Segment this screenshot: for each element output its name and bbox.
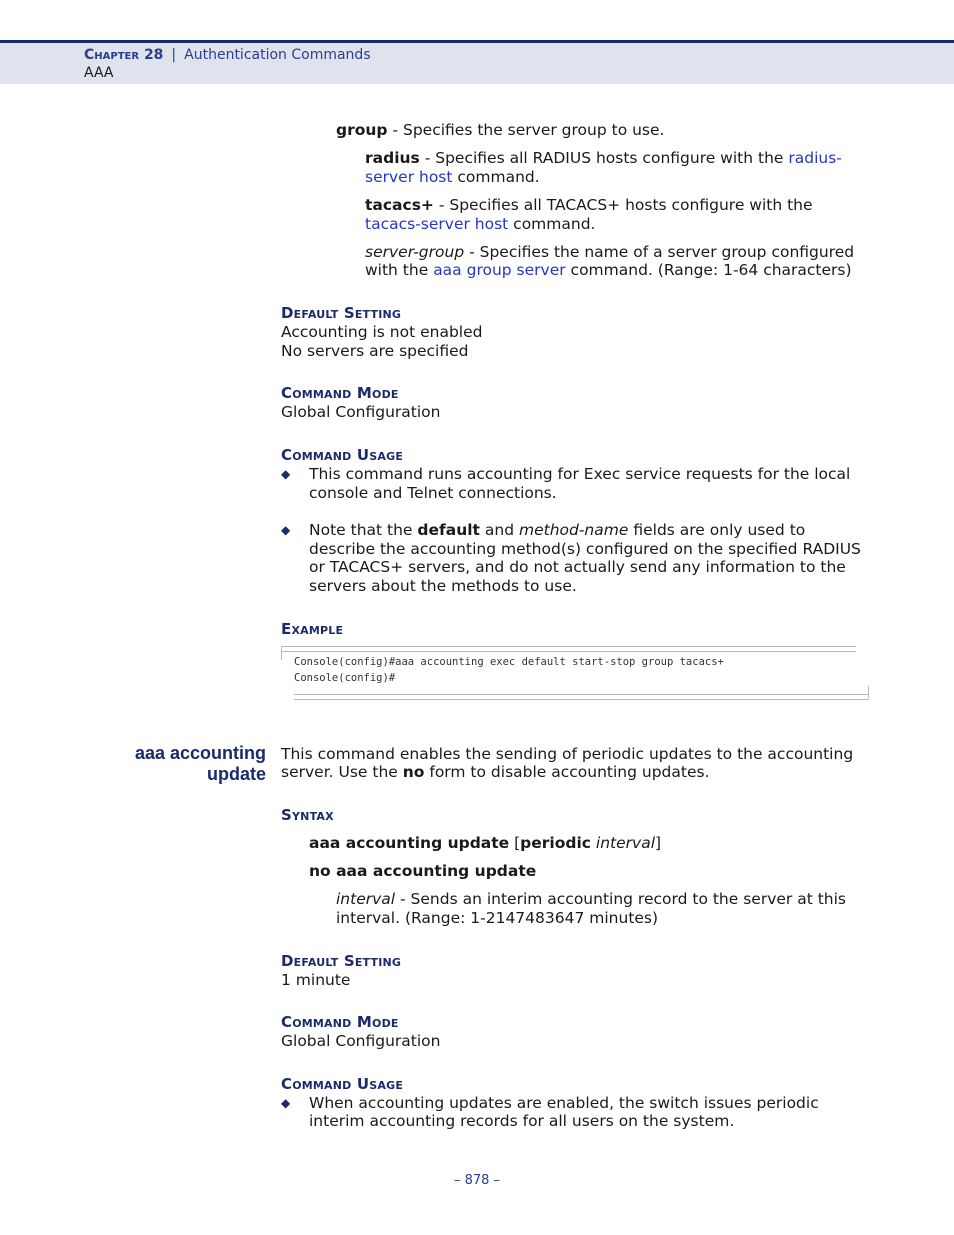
command-mode-heading: Command Mode (281, 1013, 399, 1031)
default-setting-line: Accounting is not enabled (281, 323, 483, 341)
default-setting-line: No servers are specified (281, 342, 469, 360)
text-run: and (479, 521, 519, 539)
code-line: Console(config)# (294, 672, 396, 684)
default-setting-heading: Default Setting (281, 304, 402, 322)
param-text: - Specifies the name of a server group configured (464, 243, 855, 261)
command-title (135, 743, 266, 785)
param-radius (365, 149, 842, 167)
param-tacacs (365, 196, 813, 214)
param-server-group-cont (365, 261, 852, 279)
text-run: Note that the (309, 521, 418, 539)
header-separator: | (171, 47, 177, 63)
text-run-italic: method-name (518, 521, 629, 539)
syntax-heading: Syntax (281, 806, 334, 824)
header-subtitle: AAA (84, 65, 114, 81)
param-term: group (336, 121, 388, 139)
command-title-line: aaa accounting (134, 743, 266, 763)
syntax-line (309, 862, 536, 880)
param-text: - Specifies the server group to use. (387, 121, 665, 139)
command-mode-heading: Command Mode (281, 384, 399, 402)
code-box-border (865, 686, 869, 698)
text-run: ] (655, 834, 662, 852)
bullet-diamond-icon: ◆ (281, 467, 291, 481)
usage-bullet-line: servers about the methods to use. (309, 577, 577, 595)
bullet-diamond-icon: ◆ (281, 1096, 291, 1110)
param-radius-cont (365, 168, 540, 186)
text-run: fields are only used to (628, 521, 806, 539)
code-example-box (281, 646, 869, 700)
command-intro-line: This command enables the sending of periodic updates to the accounting (281, 745, 854, 763)
command-mode-text: Global Configuration (281, 403, 441, 421)
usage-bullet-line: console and Telnet connections. (309, 484, 557, 502)
command-mode-text: Global Configuration (281, 1032, 441, 1050)
param-text: - Specifies all RADIUS hosts configure with the (419, 149, 789, 167)
tacacs-server-host-link[interactable]: tacacs-server host (365, 215, 509, 233)
param-term: radius (365, 149, 420, 167)
param-text: with the (365, 261, 434, 279)
param-term: server-group (365, 243, 465, 261)
radius-server-host-link-cont[interactable]: server host (365, 168, 453, 186)
param-term: interval (336, 890, 396, 908)
param-text: command. (452, 168, 540, 186)
text-run-bold: aaa accounting update (309, 834, 510, 852)
code-line: Console(config)#aaa accounting exec default start-stop group tacacs+ (294, 656, 724, 668)
default-setting-heading: Default Setting (281, 952, 402, 970)
text-run-bold: no aaa accounting update (309, 862, 537, 880)
param-interval-cont: interval. (Range: 1-2147483647 minutes) (336, 909, 659, 927)
usage-bullet-line: interim accounting records for all users on the system. (309, 1112, 735, 1130)
usage-bullet-line (309, 521, 805, 539)
code-box-border (294, 694, 869, 700)
text-run-bold: default (417, 521, 480, 539)
param-term: tacacs+ (365, 196, 434, 214)
aaa-group-server-link[interactable]: aaa group server (433, 261, 566, 279)
param-interval (336, 890, 846, 908)
code-box-border (281, 646, 856, 652)
chapter-title: Authentication Commands (184, 47, 371, 63)
param-server-group (365, 243, 854, 261)
text-run-bold: periodic (520, 834, 591, 852)
param-tacacs-cont (365, 215, 595, 233)
syntax-line (309, 834, 661, 852)
usage-bullet-line: or TACACS+ servers, and do not actually send any information to the (309, 558, 846, 576)
usage-bullet-line: When accounting updates are enabled, the switch issues periodic (309, 1094, 819, 1112)
text-run: form to disable accounting updates. (424, 763, 710, 781)
command-usage-heading: Command Usage (281, 1075, 404, 1093)
param-text: command. (508, 215, 596, 233)
bullet-diamond-icon: ◆ (281, 523, 291, 537)
example-heading: Example (281, 620, 344, 638)
usage-bullet-line: describe the accounting method(s) configured on the specified RADIUS (309, 540, 861, 558)
text-run: [ (509, 834, 521, 852)
radius-server-host-link[interactable]: radius- (788, 149, 842, 167)
default-setting-line: 1 minute (281, 971, 351, 989)
command-title-line: update (206, 764, 266, 784)
param-text: command. (Range: 1-64 characters) (565, 261, 852, 279)
page-number: – 878 – (453, 1173, 501, 1188)
usage-bullet-line: This command runs accounting for Exec service requests for the local (309, 465, 851, 483)
text-run-bold: no (402, 763, 425, 781)
param-group (336, 121, 664, 139)
page-header (0, 40, 954, 84)
header-chapter-line (84, 47, 371, 63)
command-intro-line (281, 763, 710, 781)
code-box-border (281, 646, 285, 660)
text-run-italic: interval (595, 834, 656, 852)
param-text: - Sends an interim accounting record to the server at this (395, 890, 846, 908)
param-text: - Specifies all TACACS+ hosts configure with the (433, 196, 813, 214)
command-usage-heading: Command Usage (281, 446, 404, 464)
text-run: server. Use the (281, 763, 403, 781)
chapter-label: Chapter 28 (84, 47, 164, 63)
